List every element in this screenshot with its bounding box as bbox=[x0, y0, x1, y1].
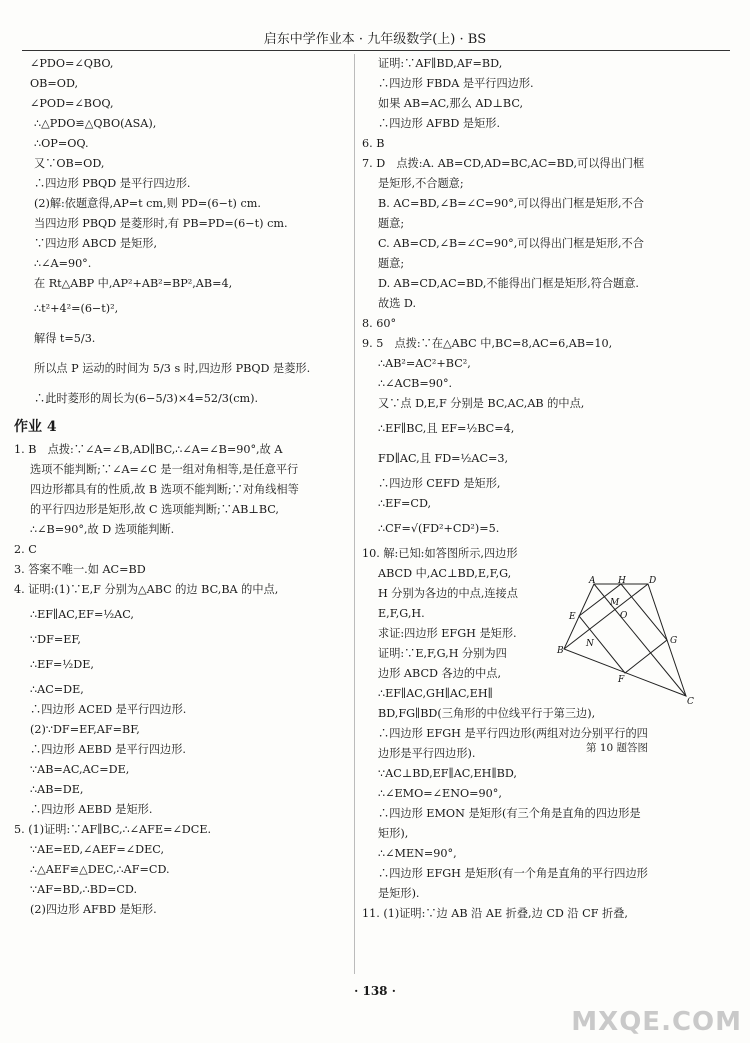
text-line: ∠PDO=∠QBO, bbox=[30, 57, 114, 70]
text-line: ∴△AEF≌△DEC,∴AF=CD. bbox=[30, 863, 170, 876]
text-line: 7. D 点拨:A. AB=CD,AD=BC,AC=BD,可以得出门框 bbox=[362, 157, 645, 170]
text-line: 题意; bbox=[378, 257, 405, 270]
text-line: ∴△PDO≌△QBO(ASA), bbox=[34, 117, 157, 130]
text-line: (2)∵DF=EF,AF=BF, bbox=[30, 723, 140, 736]
quad-abcd bbox=[564, 584, 686, 696]
text-line: ∵AE=ED,∠AEF=∠DEC, bbox=[30, 843, 165, 856]
text-line: 四边形都具有的性质,故 B 选项不能判断;∵对角线相等 bbox=[30, 483, 299, 496]
text-line: ∴OP=OQ. bbox=[34, 137, 89, 150]
header-rule bbox=[22, 50, 730, 51]
running-header: 启东中学作业本 · 九年级数学(上) · BS bbox=[263, 32, 487, 47]
text-line: ∴∠B=90°,故 D 选项能判断. bbox=[30, 523, 175, 536]
text-line: ∴AC=DE, bbox=[30, 683, 84, 696]
label-g: G bbox=[670, 636, 678, 646]
text-line: ∴四边形 AFBD 是矩形. bbox=[378, 117, 501, 130]
text-line: 边形 ABCD 各边的中点, bbox=[378, 667, 502, 680]
column-divider bbox=[354, 54, 355, 974]
text-line: ∴此时菱形的周长为(6−5/3)×4=52/3(cm). bbox=[34, 392, 259, 405]
text-line: 8. 60° bbox=[362, 317, 397, 330]
text-line: ∴∠MEN=90°, bbox=[378, 847, 457, 860]
text-line: ∴四边形 AEBD 是矩形. bbox=[30, 803, 153, 816]
watermark-logo: MXQE.COM bbox=[571, 1007, 742, 1037]
text-line: OB=OD, bbox=[30, 77, 79, 90]
text-line: 又∵OB=OD, bbox=[34, 157, 105, 170]
text-line: 是矩形). bbox=[378, 887, 420, 900]
label-b: B bbox=[557, 646, 564, 656]
text-line: ∴CF=√(FD²+CD²)=5. bbox=[378, 522, 500, 535]
text-line: C. AB=CD,∠B=∠C=90°,可以得出门框是矩形,不合 bbox=[378, 237, 644, 250]
text-line: 是矩形,不合题意; bbox=[378, 177, 464, 190]
text-line: FD∥AC,且 FD=½AC=3, bbox=[378, 452, 509, 465]
text-line: 6. B bbox=[362, 137, 385, 150]
text-line: 题意; bbox=[378, 217, 405, 230]
text-line: ∴四边形 FBDA 是平行四边形. bbox=[378, 77, 534, 90]
text-line: 解得 t=5/3. bbox=[34, 332, 96, 345]
label-d: D bbox=[649, 576, 657, 586]
text-line: 证明:∵E,F,G,H 分别为四 bbox=[378, 647, 507, 660]
text-line: 11. (1)证明:∵边 AB 沿 AE 折叠,边 CD 沿 CF 折叠, bbox=[362, 907, 628, 920]
text-line: ∴∠ACB=90°. bbox=[378, 377, 453, 390]
text-line: 边形是平行四边形). bbox=[378, 747, 476, 760]
text-line: 的平行四边形是矩形,故 C 选项能判断;∵AB⊥BC, bbox=[30, 503, 279, 516]
text-line: ∴AB=DE, bbox=[30, 783, 84, 796]
text-line: ∴EF=CD, bbox=[378, 497, 432, 510]
text-line: ∴四边形 EFGH 是平行四边形(两组对边分别平行的四 bbox=[378, 727, 648, 740]
text-line: ∴四边形 EMON 是矩形(有三个角是直角的四边形是 bbox=[378, 807, 641, 820]
text-line: D. AB=CD,AC=BD,不能得出门框是矩形,符合题意. bbox=[378, 277, 639, 290]
text-line: ∴四边形 EFGH 是矩形(有一个角是直角的平行四边形 bbox=[378, 867, 648, 880]
text-line: 故选 D. bbox=[378, 297, 417, 310]
label-a: A bbox=[589, 576, 596, 586]
text-line: 2. C bbox=[14, 543, 37, 556]
text-line: ∴EF=½DE, bbox=[30, 658, 94, 671]
text-line: 当四边形 PBQD 是菱形时,有 PB=PD=(6−t) cm. bbox=[34, 217, 288, 230]
text-line: ABCD 中,AC⊥BD,E,F,G, bbox=[378, 567, 512, 580]
geometry-figure bbox=[556, 574, 706, 739]
label-e: E bbox=[569, 612, 576, 622]
left-column bbox=[14, 54, 349, 920]
text-line: 4. 证明:(1)∵E,F 分别为△ABC 的边 BC,BA 的中点, bbox=[14, 583, 279, 596]
text-line: ∴四边形 AEBD 是平行四边形. bbox=[30, 743, 186, 756]
text-line: 1. B 点拨:∵∠A=∠B,AD∥BC,∴∠A=∠B=90°,故 A bbox=[14, 443, 283, 456]
label-m: M bbox=[610, 598, 620, 608]
text-line: ∵DF=EF, bbox=[30, 633, 81, 646]
text-line: 又∵点 D,E,F 分别是 BC,AC,AB 的中点, bbox=[378, 397, 585, 410]
text-line: (2)解:依题意得,AP=t cm,则 PD=(6−t) cm. bbox=[34, 197, 261, 210]
text-line: H 分别为各边的中点,连接点 bbox=[378, 587, 518, 600]
text-line: 5. (1)证明:∵AF∥BC,∴∠AFE=∠DCE. bbox=[14, 823, 212, 836]
text-line: 在 Rt△ABP 中,AP²+AB²=BP²,AB=4, bbox=[34, 277, 233, 290]
text-line: ∴∠A=90°. bbox=[34, 257, 92, 270]
text-line: 9. 5 点拨:∵在△ABC 中,BC=8,AC=6,AB=10, bbox=[362, 337, 613, 350]
text-line: 矩形), bbox=[378, 827, 409, 840]
text-line: ∵AC⊥BD,EF∥AC,EH∥BD, bbox=[378, 767, 517, 780]
text-line: ∴EF∥AC,EF=½AC, bbox=[30, 608, 134, 621]
label-f: F bbox=[618, 675, 625, 685]
right-column bbox=[362, 54, 734, 924]
text-line: ∵AF=BD,∴BD=CD. bbox=[30, 883, 138, 896]
text-line: ∴EF∥AC,GH∥AC,EH∥ bbox=[378, 687, 493, 700]
figure-caption: 第 10 题答图 bbox=[586, 742, 649, 754]
text-line: (2)四边形 AFBD 是矩形. bbox=[30, 903, 157, 916]
label-o: O bbox=[620, 611, 628, 621]
text-line: ∴AB²=AC²+BC², bbox=[378, 357, 471, 370]
text-line: 选项不能判断;∵∠A=∠C 是一组对角相等,是任意平行 bbox=[30, 463, 299, 476]
text-line: 证明:∵AF∥BD,AF=BD, bbox=[378, 57, 503, 70]
text-line: ∵AB=AC,AC=DE, bbox=[30, 763, 130, 776]
text-line: ∴四边形 PBQD 是平行四边形. bbox=[34, 177, 191, 190]
label-c: C bbox=[687, 697, 694, 707]
text-line: ∵四边形 ABCD 是矩形, bbox=[34, 237, 158, 250]
text-line: 3. 答案不唯一.如 AC=BD bbox=[14, 563, 146, 576]
label-h: H bbox=[618, 576, 626, 586]
text-line: 求证:四边形 EFGH 是矩形. bbox=[378, 627, 517, 640]
text-line: ∴∠EMO=∠ENO=90°, bbox=[378, 787, 502, 800]
text-line: E,F,G,H. bbox=[378, 607, 425, 620]
text-line: 10. 解:已知:如答图所示,四边形 bbox=[362, 547, 518, 560]
text-line: ∴四边形 CEFD 是矩形, bbox=[378, 477, 501, 490]
text-line: B. AC=BD,∠B=∠C=90°,可以得出门框是矩形,不合 bbox=[378, 197, 644, 210]
text-line: ∴四边形 ACED 是平行四边形. bbox=[30, 703, 187, 716]
text-line: ∴t²+4²=(6−t)², bbox=[34, 302, 119, 315]
label-n: N bbox=[586, 639, 594, 649]
text-line: ∠POD=∠BOQ, bbox=[30, 97, 114, 110]
text-line: BD,FG∥BD(三角形的中位线平行于第三边), bbox=[378, 707, 596, 720]
text-line: 如果 AB=AC,那么 AD⊥BC, bbox=[378, 97, 524, 110]
diag-bd bbox=[564, 584, 648, 649]
text-line: ∴EF∥BC,且 EF=½BC=4, bbox=[378, 422, 515, 435]
text-line: 作业 4 bbox=[14, 419, 57, 435]
text-line: 所以点 P 运动的时间为 5/3 s 时,四边形 PBQD 是菱形. bbox=[34, 362, 311, 375]
page-number: · 138 · bbox=[354, 984, 396, 998]
